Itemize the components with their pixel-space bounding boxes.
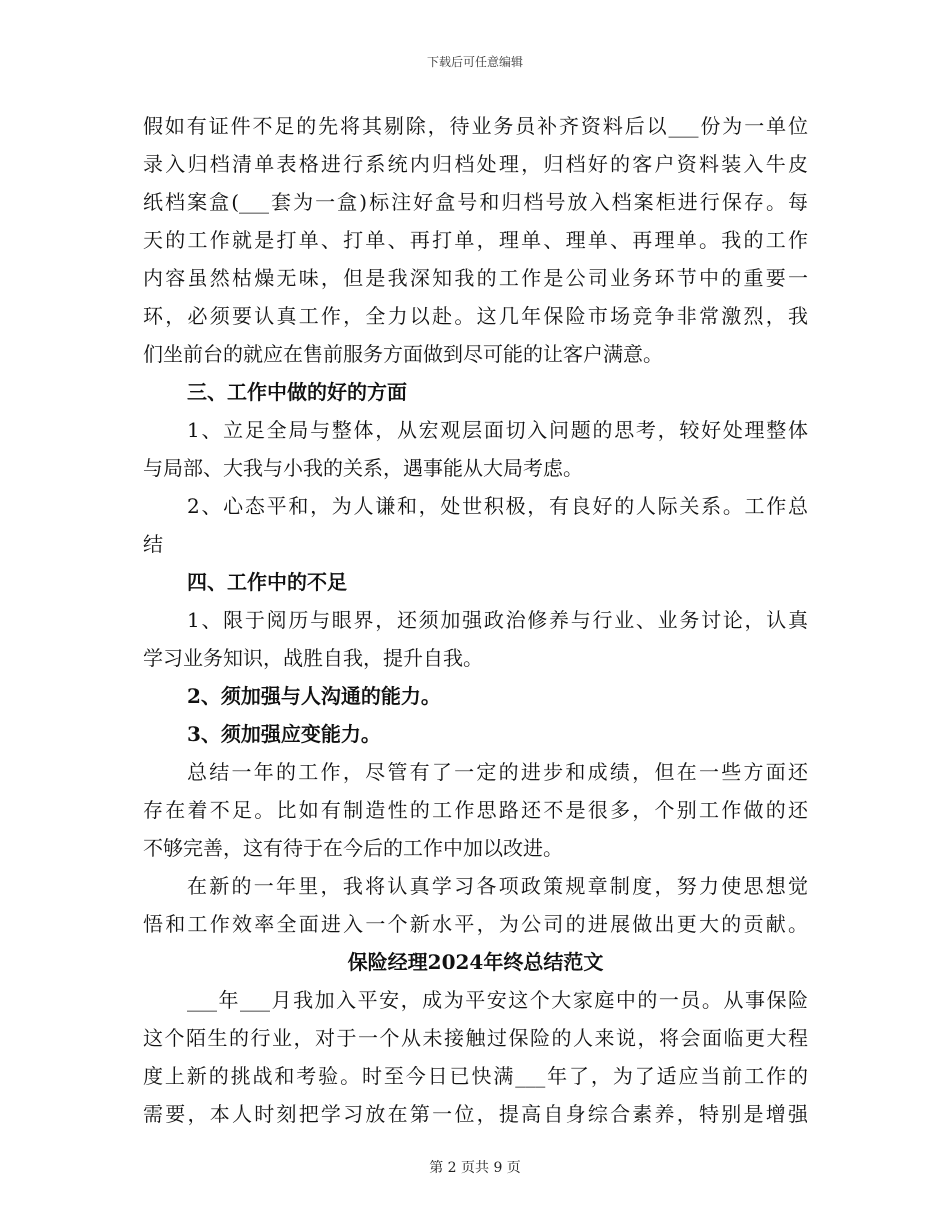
text-line: 环，必须要认真工作，全力以赴。这几年保险市场竞争非常激烈，我 xyxy=(143,304,808,328)
text-line: 总结一年的工作，尽管有了一定的进步和成绩，但在一些方面还 xyxy=(187,760,808,784)
section-heading: 三、工作中做的好的方面 xyxy=(187,380,407,404)
text-line: 内容虽然枯燥无味，但是我深知我的工作是公司业务环节中的重要一 xyxy=(143,266,808,290)
text-line: 在新的一年里，我将认真学习各项政策规章制度，努力使思想觉 xyxy=(187,874,808,898)
text-line: 不够完善，这有待于在今后的工作中加以改进。 xyxy=(143,836,563,860)
text-line: 纸档案盒(___套为一盒)标注好盒号和归档号放入档案柜进行保存。每 xyxy=(143,190,808,214)
text-line: 悟和工作效率全面进入一个新水平，为公司的进展做出更大的贡献。 xyxy=(143,912,808,936)
text-line: 与局部、大我与小我的关系，遇事能从大局考虑。 xyxy=(143,456,583,480)
page-header: 下载后可任意编辑 xyxy=(426,55,523,69)
text-line: 存在着不足。比如有制造性的工作思路还不是很多，个别工作做的还 xyxy=(143,798,808,822)
text-line: 天的工作就是打单、打单、再打单，理单、理单、再理单。我的工作 xyxy=(143,228,808,252)
text-line: 结 xyxy=(143,532,163,556)
text-line: 需要，本人时刻把学习放在第一位，提高自身综合素养，特别是增强 xyxy=(143,1102,808,1126)
section-title: 保险经理2024年终总结范文 xyxy=(347,950,604,974)
text-line: 这个陌生的行业，对于一个从未接触过保险的人来说，将会面临更大程 xyxy=(143,1026,808,1050)
text-line: 1、立足全局与整体，从宏观层面切入问题的思考，较好处理整体 xyxy=(187,418,808,442)
text-line: 2、心态平和，为人谦和，处世积极，有良好的人际关系。工作总 xyxy=(187,494,808,518)
text-line: 假如有证件不足的先将其剔除，待业务员补齐资料后以___份为一单位 xyxy=(143,114,808,138)
text-line: 录入归档清单表格进行系统内归档处理，归档好的客户资料装入牛皮 xyxy=(143,152,808,176)
section-heading: 3、须加强应变能力。 xyxy=(187,722,381,746)
text-line: 学习业务知识，战胜自我，提升自我。 xyxy=(143,646,483,670)
section-heading: 2、须加强与人沟通的能力。 xyxy=(187,684,441,708)
section-heading: 四、工作中的不足 xyxy=(187,570,347,594)
text-line: ___年___月我加入平安，成为平安这个大家庭中的一员。从事保险 xyxy=(187,988,808,1012)
document-body xyxy=(143,107,808,1133)
text-line: 度上新的挑战和考验。时至今日已快满___年了，为了适应当前工作的 xyxy=(143,1064,808,1088)
page-footer: 第 2 页共 9 页 xyxy=(429,1160,521,1176)
text-line: 们坐前台的就应在售前服务方面做到尽可能的让客户满意。 xyxy=(143,342,663,366)
text-line: 1、限于阅历与眼界，还须加强政治修养与行业、业务讨论，认真 xyxy=(187,608,808,632)
